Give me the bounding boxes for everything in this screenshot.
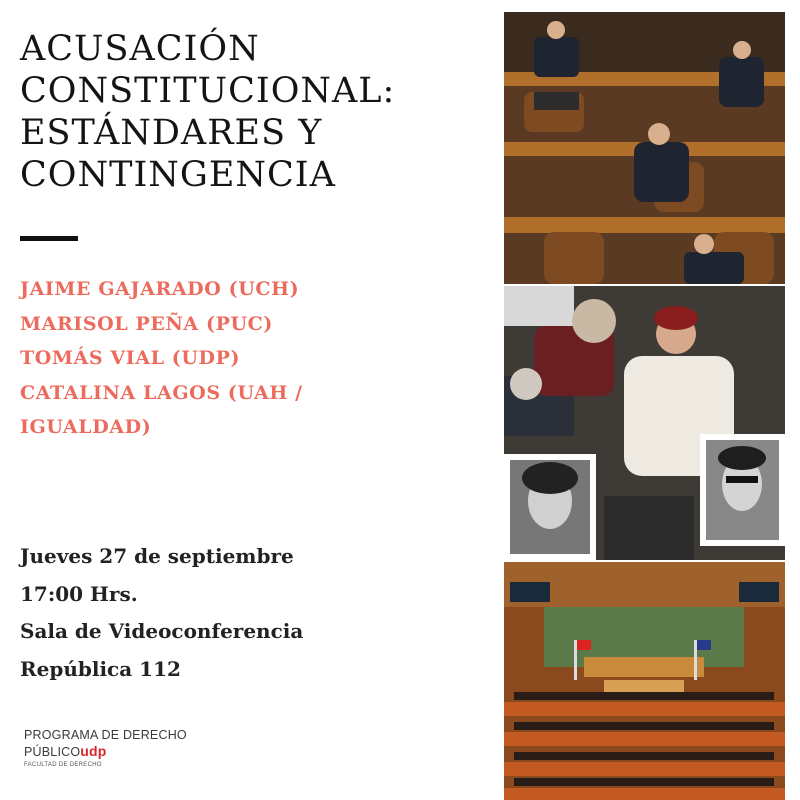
event-address: República 112 (20, 656, 181, 681)
title-line-3: ESTÁNDARES Y (20, 113, 323, 153)
congress-hall-photo (504, 562, 785, 800)
title-line-2: CONSTITUCIONAL: (20, 71, 396, 111)
speaker-item: JAIME GAJARADO (UCH) (20, 278, 300, 300)
logo-line-2 (24, 743, 224, 760)
speaker-item: MARISOL PEÑA (PUC) (20, 312, 273, 335)
speaker-item: CATALINA LAGOS (UAH / (20, 381, 303, 404)
speaker-list (20, 272, 490, 445)
chamber-deputies-photo (504, 12, 785, 284)
title-line-1: ACUSACIÓN (20, 29, 260, 69)
logo-line-1: PROGRAMA DE DERECHO (24, 728, 187, 742)
program-logo (24, 727, 224, 768)
speaker-item: TOMÁS VIAL (UDP) (20, 347, 241, 369)
photo-column (504, 12, 785, 800)
event-title (20, 28, 490, 196)
event-details (20, 538, 490, 688)
title-divider (20, 236, 78, 241)
logo-line-3: FACULTAD DE DERECHO (24, 762, 102, 768)
speaker-item: IGUALDAD) (20, 416, 152, 438)
event-room: Sala de Videoconferencia (20, 619, 304, 643)
udp-brand: udp (80, 743, 107, 759)
event-date: Jueves 27 de septiembre (20, 544, 294, 568)
event-time: 17:00 Hrs. (20, 581, 138, 606)
protesters-with-portraits-photo (504, 286, 785, 560)
title-line-4: CONTINGENCIA (20, 155, 336, 195)
logo-line-2-prefix: PÚBLICO (24, 745, 81, 759)
